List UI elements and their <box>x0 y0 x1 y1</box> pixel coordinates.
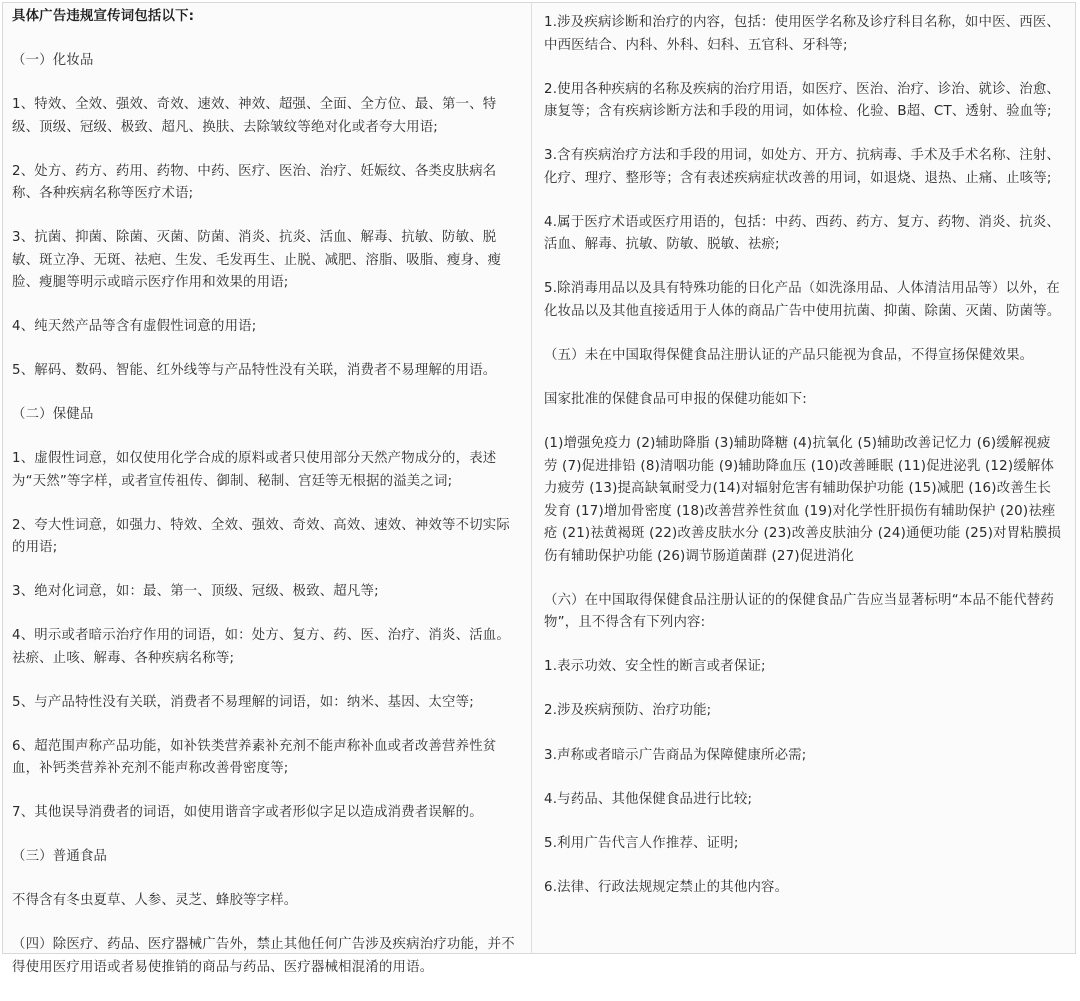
paragraph: 4、明示或者暗示治疗作用的词语，如：处方、复方、药、医、治疗、消炎、活血。祛瘀、止咳、解毒、各种疾病名称等; <box>12 628 510 666</box>
paragraph: 5.利用广告代言人作推荐、证明; <box>544 835 739 851</box>
paragraph: 6.法律、行政法规规定禁止的其他内容。 <box>544 879 789 895</box>
right-column <box>532 0 1078 921</box>
paragraph: 3、绝对化词意，如：最、第一、顶级、冠级、极致、超凡等; <box>12 584 379 599</box>
left-column <box>2 0 530 1001</box>
paragraph: 1、虚假性词意，如仅使用化学合成的原料或者只使用部分天然产物成分的，表述为“天然”等字样，或者宣传祖传、御制、秘制、宫廷等无根据的溢美之词; <box>12 451 497 489</box>
paragraph: 6、超范围声称产品功能，如补铁类营养素补充剂不能声称补血或者改善营养性贫血，补钙类营养补充剂不能声称改善骨密度等; <box>12 738 497 776</box>
paragraph: 2、夸大性词意，如强力、特效、全效、强效、奇效、高效、速效、神效等不切实际的用语; <box>12 517 510 555</box>
section-title-unregistered-products: （五）未在中国取得保健食品注册认证的产品只能视为食品，不得宣扬保健效果。 <box>544 347 1034 363</box>
paragraph: 7、其他误导消费者的词语，如使用谐音字或者形似字足以造成消费者误解的。 <box>12 805 483 820</box>
paragraph: 3.含有疾病治疗方法和手段的用词，如处方、开方、抗病毒、手术及手术名称、注射、化疗、理疗、整形等；含有表述疾病症状改善的用词，如退烧、退热、止痛、止咳等; <box>544 148 1061 186</box>
paragraph: 1.涉及疾病诊断和治疗的内容，包括：使用医学名称及诊疗科目名称，如中医、西医、中西医结合、内科、外科、妇科、五官科、牙科等; <box>544 15 1061 53</box>
paragraph: 不得含有冬虫夏草、人参、灵芝、蜂胶等字样。 <box>12 893 298 908</box>
paragraph: 4、纯天然产品等含有虚假性词意的用语; <box>12 319 257 334</box>
section-title-registered-products: （六）在中国取得保健食品注册认证的的保健食品广告应当显著标明“本品不能代替药物”，且不得含有下列内容: <box>544 592 1054 631</box>
paragraph: 2、处方、药方、药用、药物、中药、医疗、医治、治疗、妊娠纹、各类皮肤病名称、各种疾病名称等医疗术语; <box>12 163 497 201</box>
section-title-health-products: （二）保健品 <box>12 407 94 422</box>
paragraph: 5.除消毒用品以及具有特殊功能的日化产品（如洗涤用品、人体清洁用品等）以外，在化妆品以及其他直接适用于人体的商品广告中使用抗菌、抑菌、除菌、灭菌、防菌等。 <box>544 281 1061 319</box>
section-title-medical-restriction: （四）除医疗、药品、医疗器械广告外，禁止其他任何广告涉及疾病治疗功能，并不得使用医疗用语或者易使推销的商品与药品、医疗器械相混淆的用语。 <box>12 937 515 975</box>
document-heading: 具体广告违规宣传词包括以下: <box>12 9 195 24</box>
paragraph: 4.属于医疗术语或医疗用语的，包括：中药、西药、药方、复方、药物、消炎、抗炎、活血、解毒、抗敏、防敏、脱敏、祛瘀; <box>544 214 1061 253</box>
paragraph: 4.与药品、其他保健食品进行比较; <box>544 791 753 807</box>
paragraph: 2.使用各种疾病的名称及疾病的治疗用语，如医疗、医治、治疗、诊治、就诊、治愈、康复等；含有疾病诊断方法和手段的用词，如体检、化验、B超、CT、透射、验血等; <box>544 81 1061 120</box>
paragraph: 3.声称或者暗示广告商品为保障健康所必需; <box>544 747 807 763</box>
paragraph: 1、特效、全效、强效、奇效、速效、神效、超强、全面、全方位、最、第一、特级、顶级、冠级、极致、超凡、换肤、去除皱纹等绝对化或者夸大用语; <box>12 97 497 135</box>
health-functions-list: (1)增强免疫力 (2)辅助降脂 (3)辅助降糖 (4)抗氧化 (5)辅助改善记忆力 (6)缓解视疲劳 (7)促进排铅 (8)清咽功能 (9)辅助降血压 (10)改善睡眠 (11)促进泌乳 (12)缓解体力疲劳 (13)提高缺氧耐受力(14)对辐射危害有辅助保护功能 (15)减肥 (16)改善生长发育 (17)增加骨密度 (18)改善营养性贫血 (19)对化学性肝损伤有辅助保护 (20)祛痤疮 (21)祛黄褐斑 (22)改善皮肤水分 (23)改善皮肤油分 (24)通便功能 (25)对胃粘膜损伤有辅助保护功能 (26)调节肠道菌群 (27)促进消化 <box>544 436 1062 564</box>
paragraph: 5、解码、数码、智能、红外线等与产品特性没有关联，消费者不易理解的用语。 <box>12 363 497 378</box>
section-title-cosmetics: （一）化妆品 <box>12 53 94 68</box>
section-title-ordinary-food: （三）普通食品 <box>12 849 108 864</box>
paragraph: 国家批准的保健食品可申报的保健功能如下: <box>544 392 807 408</box>
paragraph: 2.涉及疾病预防、治疗功能; <box>544 703 712 719</box>
paragraph: 3、抗菌、抑菌、除菌、灭菌、防菌、消炎、抗炎、活血、解毒、抗敏、防敏、脱敏、斑立净、无斑、祛疤、生发、毛发再生、止脱、减肥、溶脂、吸脂、瘦身、瘦脸、瘦腿等明示或暗示医疗作用和效果的用语; <box>12 230 502 290</box>
paragraph: 5、与产品特性没有关联，消费者不易理解的词语，如：纳米、基因、太空等; <box>12 694 474 710</box>
paragraph: 1.表示功效、安全性的断言或者保证; <box>544 659 766 675</box>
